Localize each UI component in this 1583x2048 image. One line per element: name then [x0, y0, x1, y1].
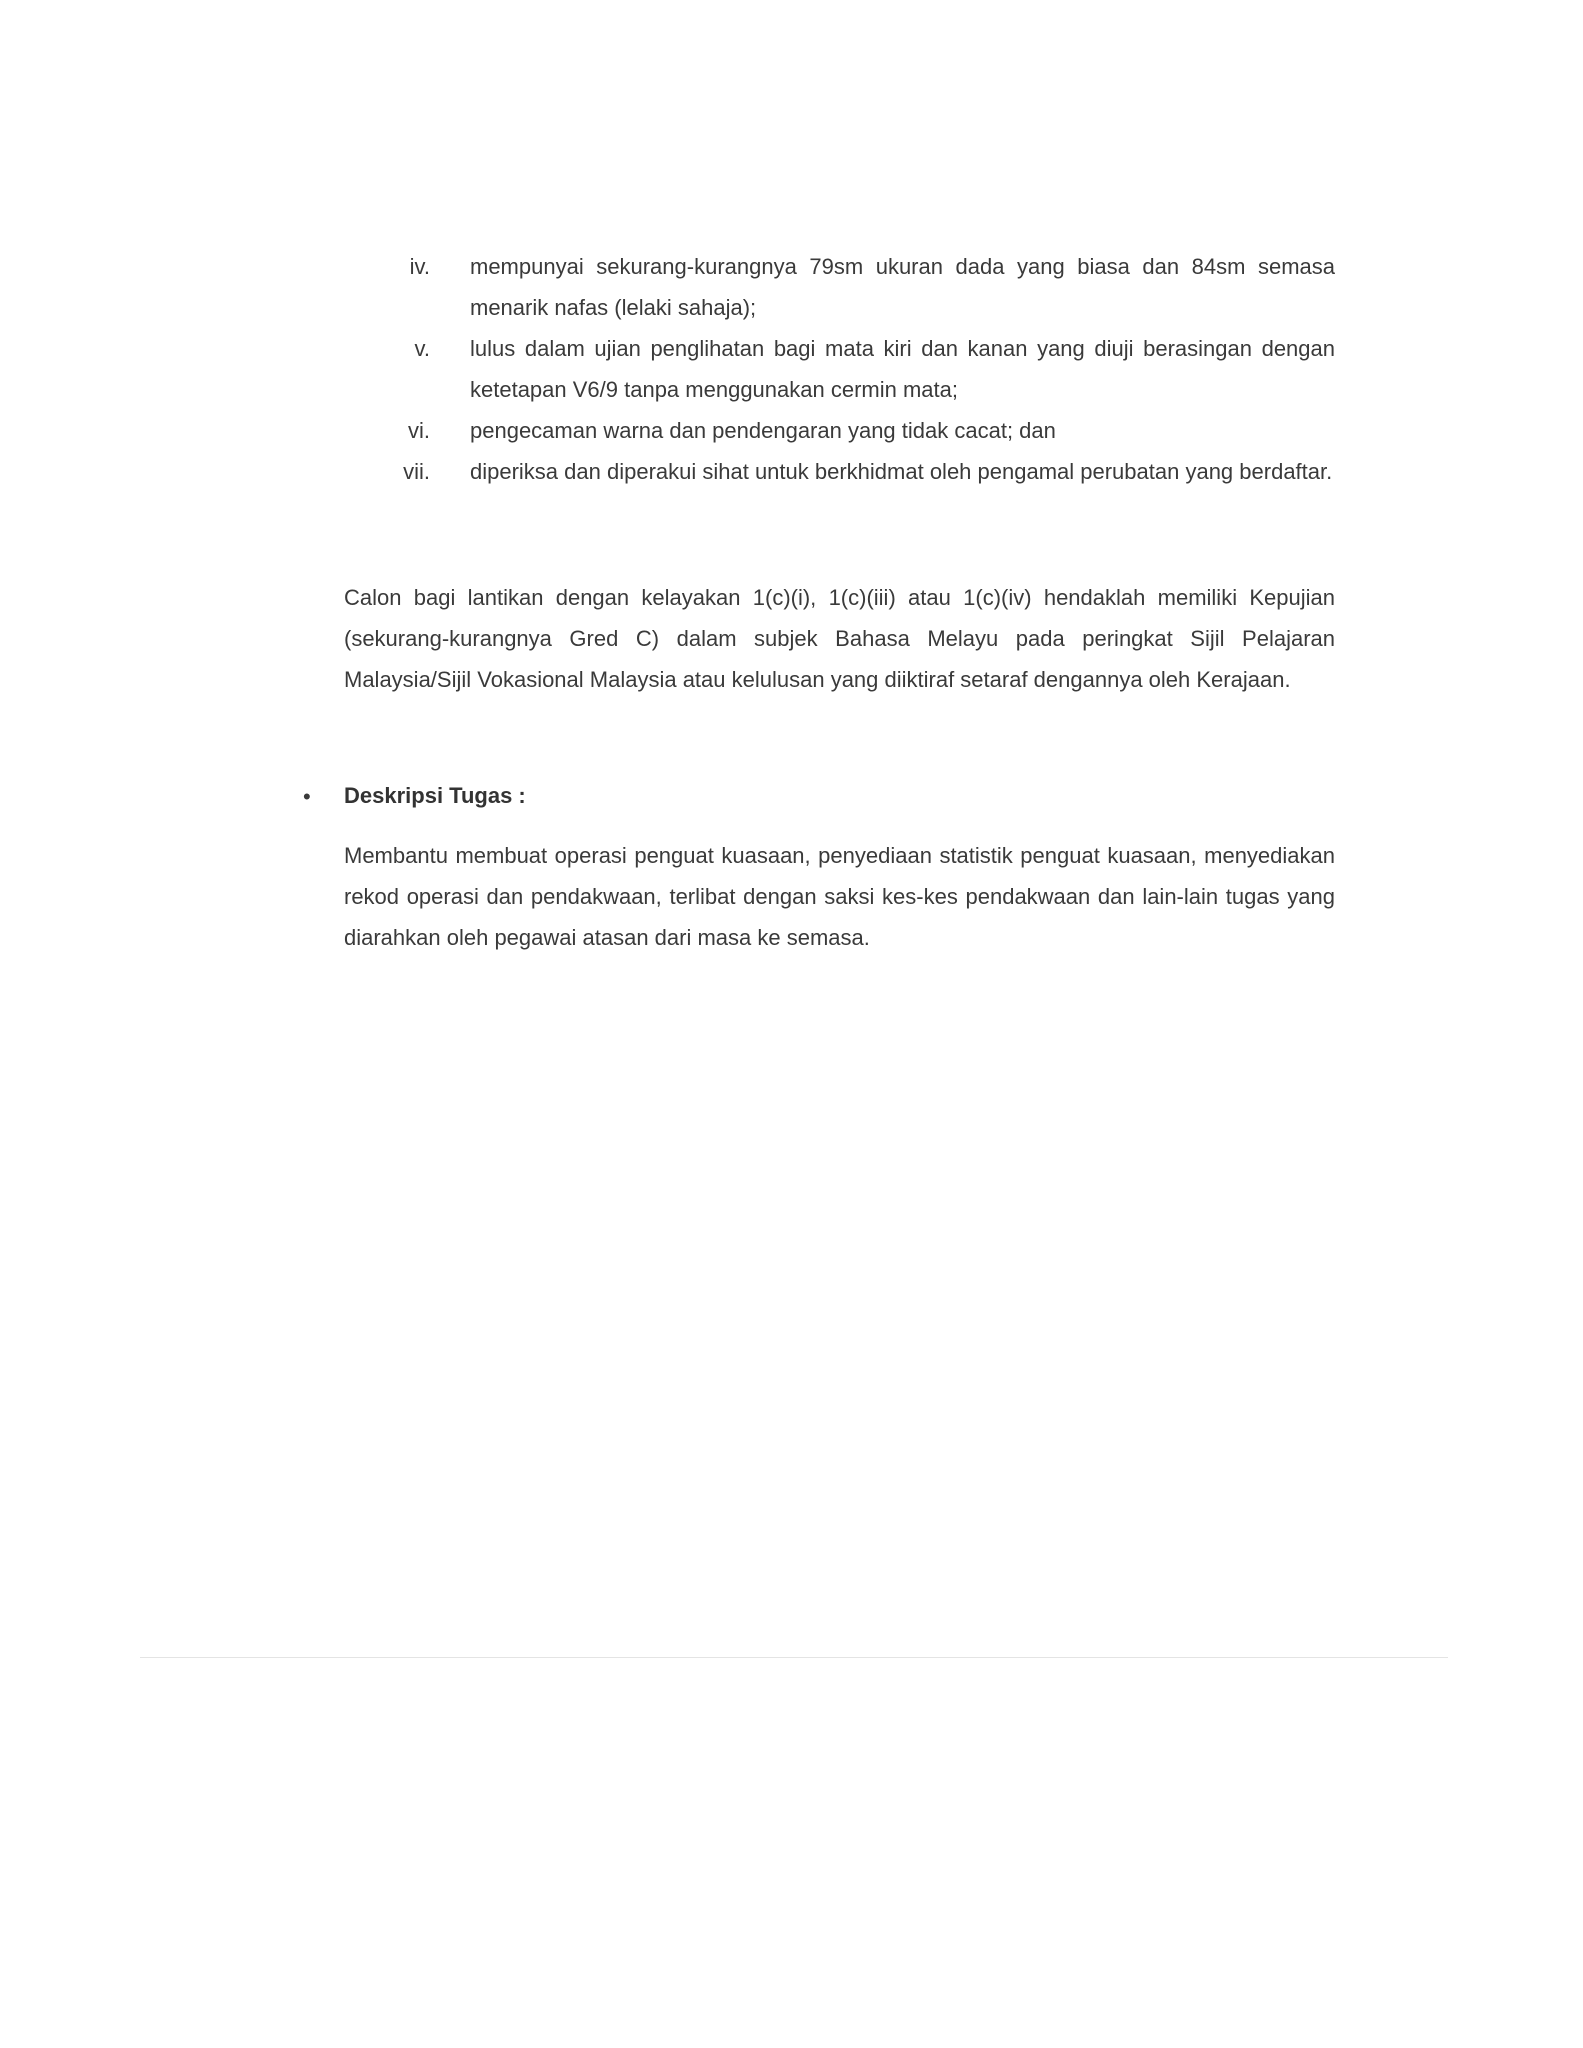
requirement-text: mempunyai sekurang-kurangnya 79sm ukuran dada yang biasa dan 84sm semasa menarik nafas (lelaki sahaja); [470, 254, 1335, 320]
requirement-number: vii. [403, 459, 430, 484]
requirement-item [380, 451, 1335, 492]
requirement-item [380, 246, 1335, 328]
requirement-number: iv. [409, 254, 430, 279]
bullet-icon: • [303, 784, 311, 809]
calon-paragraph: Calon bagi lantikan dengan kelayakan 1(c)(i), 1(c)(iii) atau 1(c)(iv) hendaklah memiliki Kepujian (sekurang-kurangnya Gred C) dalam subjek Bahasa Melayu pada peringkat Sijil Pelajaran Malaysia/Sijil Vokasional Malaysia atau kelulusan yang diiktiraf setaraf dengannya oleh Kerajaan. [344, 585, 1335, 692]
requirement-item [380, 410, 1335, 451]
requirement-text: pengecaman warna dan pendengaran yang tidak cacat; dan [470, 418, 1056, 443]
requirement-number: v. [414, 336, 430, 361]
section-body: Membantu membuat operasi penguat kuasaan, penyediaan statistik penguat kuasaan, menyediakan rekod operasi dan pendakwaan, terlibat dengan saksi kes-kes pendakwaan dan lain-lain tugas yang diarahkan oleh pegawai atasan dari masa ke semasa. [344, 843, 1335, 950]
page-divider [140, 1657, 1448, 1658]
requirement-text: diperiksa dan diperakui sihat untuk berkhidmat oleh pengamal perubatan yang berdaftar. [470, 459, 1333, 484]
requirement-number: vi. [408, 418, 430, 443]
requirements-list [380, 246, 1335, 492]
section-heading: Deskripsi Tugas : [344, 783, 526, 808]
requirement-item [380, 328, 1335, 410]
requirement-text: lulus dalam ujian penglihatan bagi mata kiri dan kanan yang diuji berasingan dengan ketetapan V6/9 tanpa menggunakan cermin mata; [470, 336, 1335, 402]
